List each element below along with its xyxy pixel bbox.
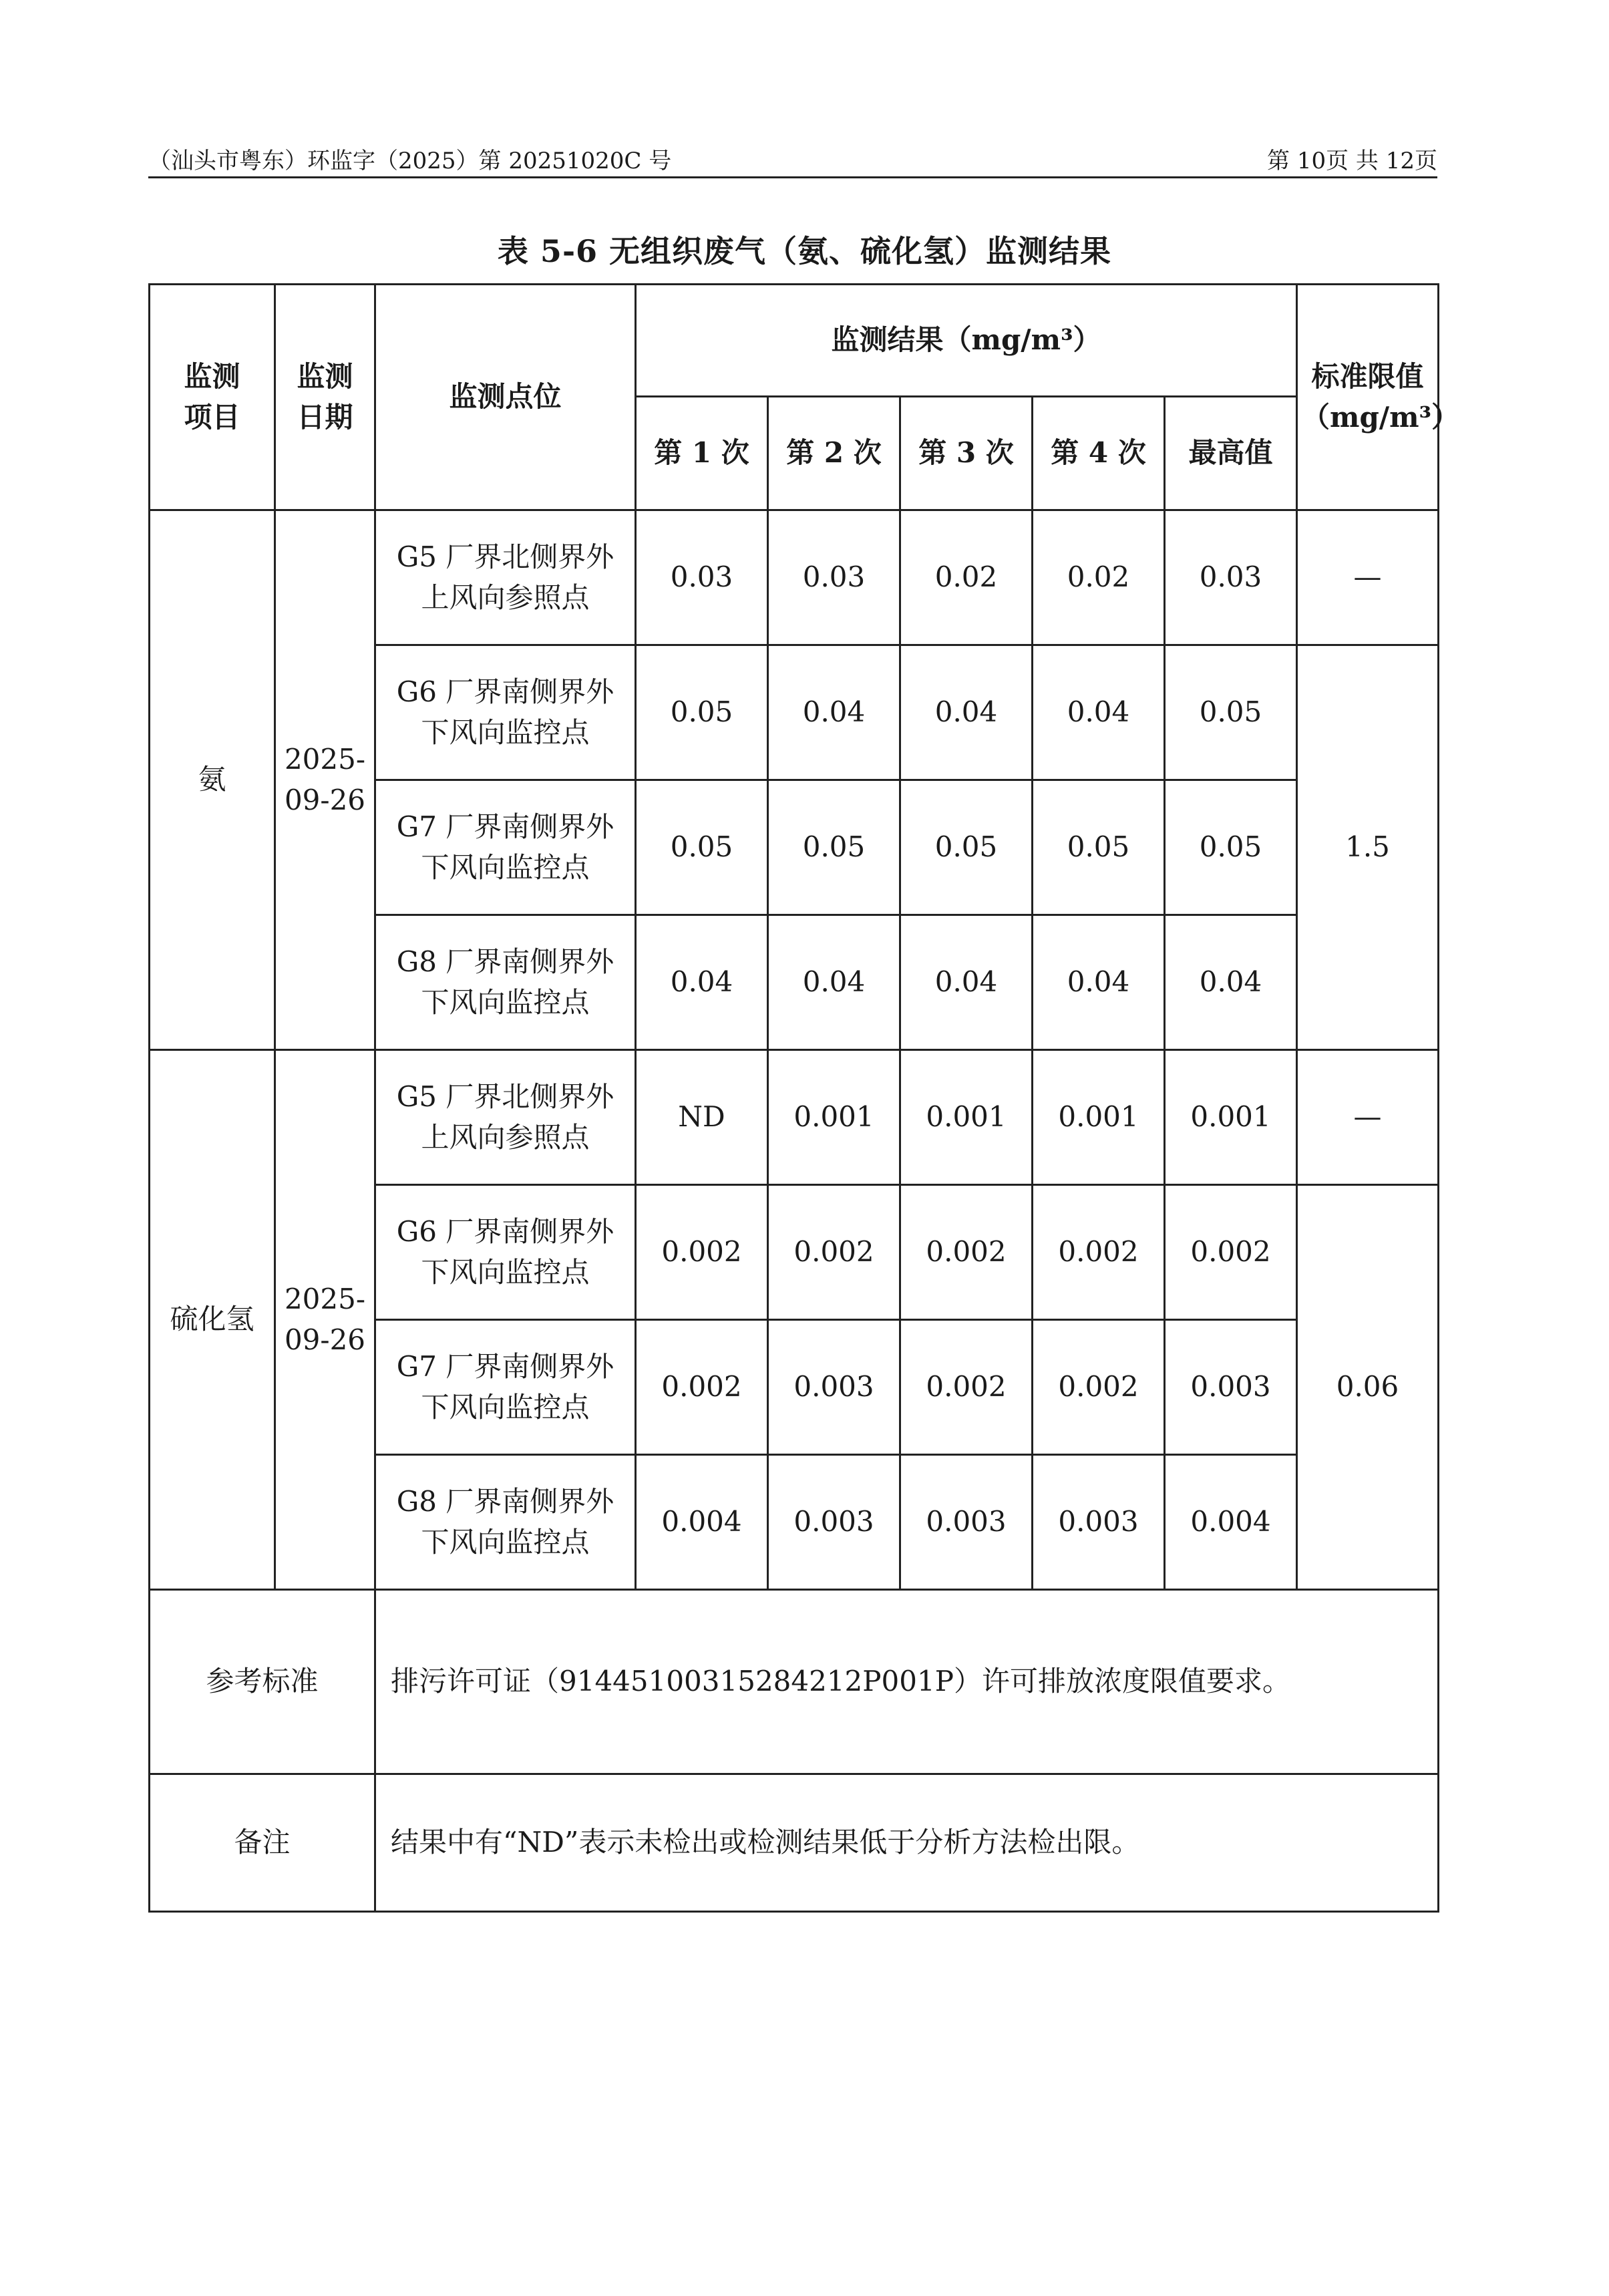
reference-text: 排污许可证（91445100315284212P001P）许可排放浓度限值要求。 — [375, 1590, 1439, 1774]
value-cell: 0.002 — [900, 1185, 1033, 1320]
location-line2: 下风向监控点 — [421, 1390, 590, 1424]
location-line1: G8 厂界南侧界外 — [396, 945, 614, 978]
header-item — [150, 285, 275, 510]
header-run-2: 第 2 次 — [768, 397, 900, 510]
document-number: （汕头市粤东）环监字（2025）第 20251020C 号 — [148, 148, 672, 174]
header-date-line1: 监测 — [297, 359, 353, 393]
date-line2: 09-26 — [284, 783, 366, 816]
location-cell — [375, 780, 636, 915]
max-cell: 0.001 — [1165, 1050, 1297, 1185]
value-cell: 0.02 — [900, 510, 1033, 645]
header-location: 监测点位 — [375, 285, 636, 510]
value-cell: 0.04 — [768, 645, 900, 780]
location-line1: G5 厂界北侧界外 — [396, 540, 614, 573]
header-results: 监测结果（mg/m³） — [636, 285, 1297, 397]
location-line2: 下风向监控点 — [421, 1525, 590, 1559]
header-item-line1: 监测 — [184, 359, 240, 393]
header-rule — [148, 176, 1437, 178]
value-cell: ND — [636, 1050, 768, 1185]
header-run-1: 第 1 次 — [636, 397, 768, 510]
value-cell: 0.02 — [1033, 510, 1165, 645]
value-cell: 0.004 — [636, 1455, 768, 1590]
value-cell: 0.003 — [1033, 1455, 1165, 1590]
max-cell: 0.05 — [1165, 780, 1297, 915]
value-cell: 0.003 — [900, 1455, 1033, 1590]
value-cell: 0.002 — [636, 1320, 768, 1455]
value-cell: 0.04 — [900, 915, 1033, 1050]
max-cell: 0.05 — [1165, 645, 1297, 780]
location-line2: 下风向监控点 — [421, 715, 590, 749]
value-cell: 0.03 — [768, 510, 900, 645]
value-cell: 0.003 — [768, 1455, 900, 1590]
header-item-line2: 项目 — [184, 400, 240, 434]
location-cell — [375, 1050, 636, 1185]
date-line1: 2025- — [284, 742, 366, 776]
page-header — [148, 140, 1437, 175]
location-line1: G7 厂界南侧界外 — [396, 1349, 614, 1383]
monitoring-results-table — [148, 283, 1459, 1913]
item-hydrogen-sulfide: 硫化氢 — [150, 1050, 275, 1590]
value-cell: 0.05 — [636, 645, 768, 780]
remark-label: 备注 — [150, 1774, 375, 1912]
max-cell: 0.003 — [1165, 1320, 1297, 1455]
value-cell: 0.002 — [900, 1320, 1033, 1455]
location-cell — [375, 1320, 636, 1455]
header-limit-line2: （mg/m³） — [1302, 400, 1459, 434]
location-cell — [375, 510, 636, 645]
location-cell — [375, 1455, 636, 1590]
limit-cell: — — [1297, 510, 1439, 645]
reference-label: 参考标准 — [150, 1590, 375, 1774]
value-cell: 0.04 — [768, 915, 900, 1050]
item-ammonia: 氨 — [150, 510, 275, 1050]
header-date-line2: 日期 — [297, 400, 353, 434]
table-row — [150, 510, 1439, 645]
header-run-4: 第 4 次 — [1033, 397, 1165, 510]
max-cell: 0.002 — [1165, 1185, 1297, 1320]
value-cell: 0.04 — [1033, 645, 1165, 780]
location-cell — [375, 915, 636, 1050]
table-row — [150, 1050, 1439, 1185]
value-cell: 0.03 — [636, 510, 768, 645]
value-cell: 0.05 — [1033, 780, 1165, 915]
header-row-1 — [150, 285, 1439, 397]
location-line1: G6 厂界南侧界外 — [396, 675, 614, 708]
max-cell: 0.04 — [1165, 915, 1297, 1050]
limit-cell-shared: 1.5 — [1297, 645, 1439, 1050]
date-line1: 2025- — [284, 1282, 366, 1315]
reference-row — [150, 1590, 1439, 1774]
value-cell: 0.05 — [768, 780, 900, 915]
header-max: 最高值 — [1165, 397, 1297, 510]
location-line2: 上风向参照点 — [421, 581, 590, 614]
value-cell: 0.001 — [900, 1050, 1033, 1185]
max-cell: 0.03 — [1165, 510, 1297, 645]
location-line1: G7 厂界南侧界外 — [396, 810, 614, 843]
value-cell: 0.002 — [1033, 1185, 1165, 1320]
location-line2: 下风向监控点 — [421, 1255, 590, 1289]
value-cell: 0.04 — [636, 915, 768, 1050]
remark-text: 结果中有“ND”表示未检出或检测结果低于分析方法检出限。 — [375, 1774, 1439, 1912]
value-cell: 0.001 — [768, 1050, 900, 1185]
location-cell — [375, 1185, 636, 1320]
date-ammonia — [275, 510, 375, 1050]
header-limit — [1297, 285, 1459, 510]
value-cell: 0.05 — [900, 780, 1033, 915]
value-cell: 0.002 — [1033, 1320, 1165, 1455]
header-date — [275, 285, 375, 510]
location-line2: 下风向监控点 — [421, 985, 590, 1019]
max-cell: 0.004 — [1165, 1455, 1297, 1590]
value-cell: 0.05 — [636, 780, 768, 915]
limit-cell: — — [1297, 1050, 1439, 1185]
limit-cell-shared: 0.06 — [1297, 1185, 1439, 1590]
location-cell — [375, 645, 636, 780]
date-line2: 09-26 — [284, 1323, 366, 1356]
value-cell: 0.002 — [636, 1185, 768, 1320]
table-title: 表 5-6 无组织废气（氨、硫化氢）监测结果 — [497, 233, 1112, 269]
location-line2: 上风向参照点 — [421, 1120, 590, 1154]
value-cell: 0.04 — [900, 645, 1033, 780]
value-cell: 0.04 — [1033, 915, 1165, 1050]
date-hydrogen-sulfide — [275, 1050, 375, 1590]
location-line1: G6 厂界南侧界外 — [396, 1214, 614, 1248]
header-limit-line1: 标准限值 — [1311, 359, 1424, 393]
page-info: 第 10页 共 12页 — [1267, 148, 1437, 174]
value-cell: 0.003 — [768, 1320, 900, 1455]
value-cell: 0.001 — [1033, 1050, 1165, 1185]
value-cell: 0.002 — [768, 1185, 900, 1320]
location-line2: 下风向监控点 — [421, 850, 590, 884]
header-run-3: 第 3 次 — [900, 397, 1033, 510]
location-line1: G5 厂界北侧界外 — [396, 1080, 614, 1113]
location-line1: G8 厂界南侧界外 — [396, 1484, 614, 1518]
remark-row — [150, 1774, 1439, 1912]
